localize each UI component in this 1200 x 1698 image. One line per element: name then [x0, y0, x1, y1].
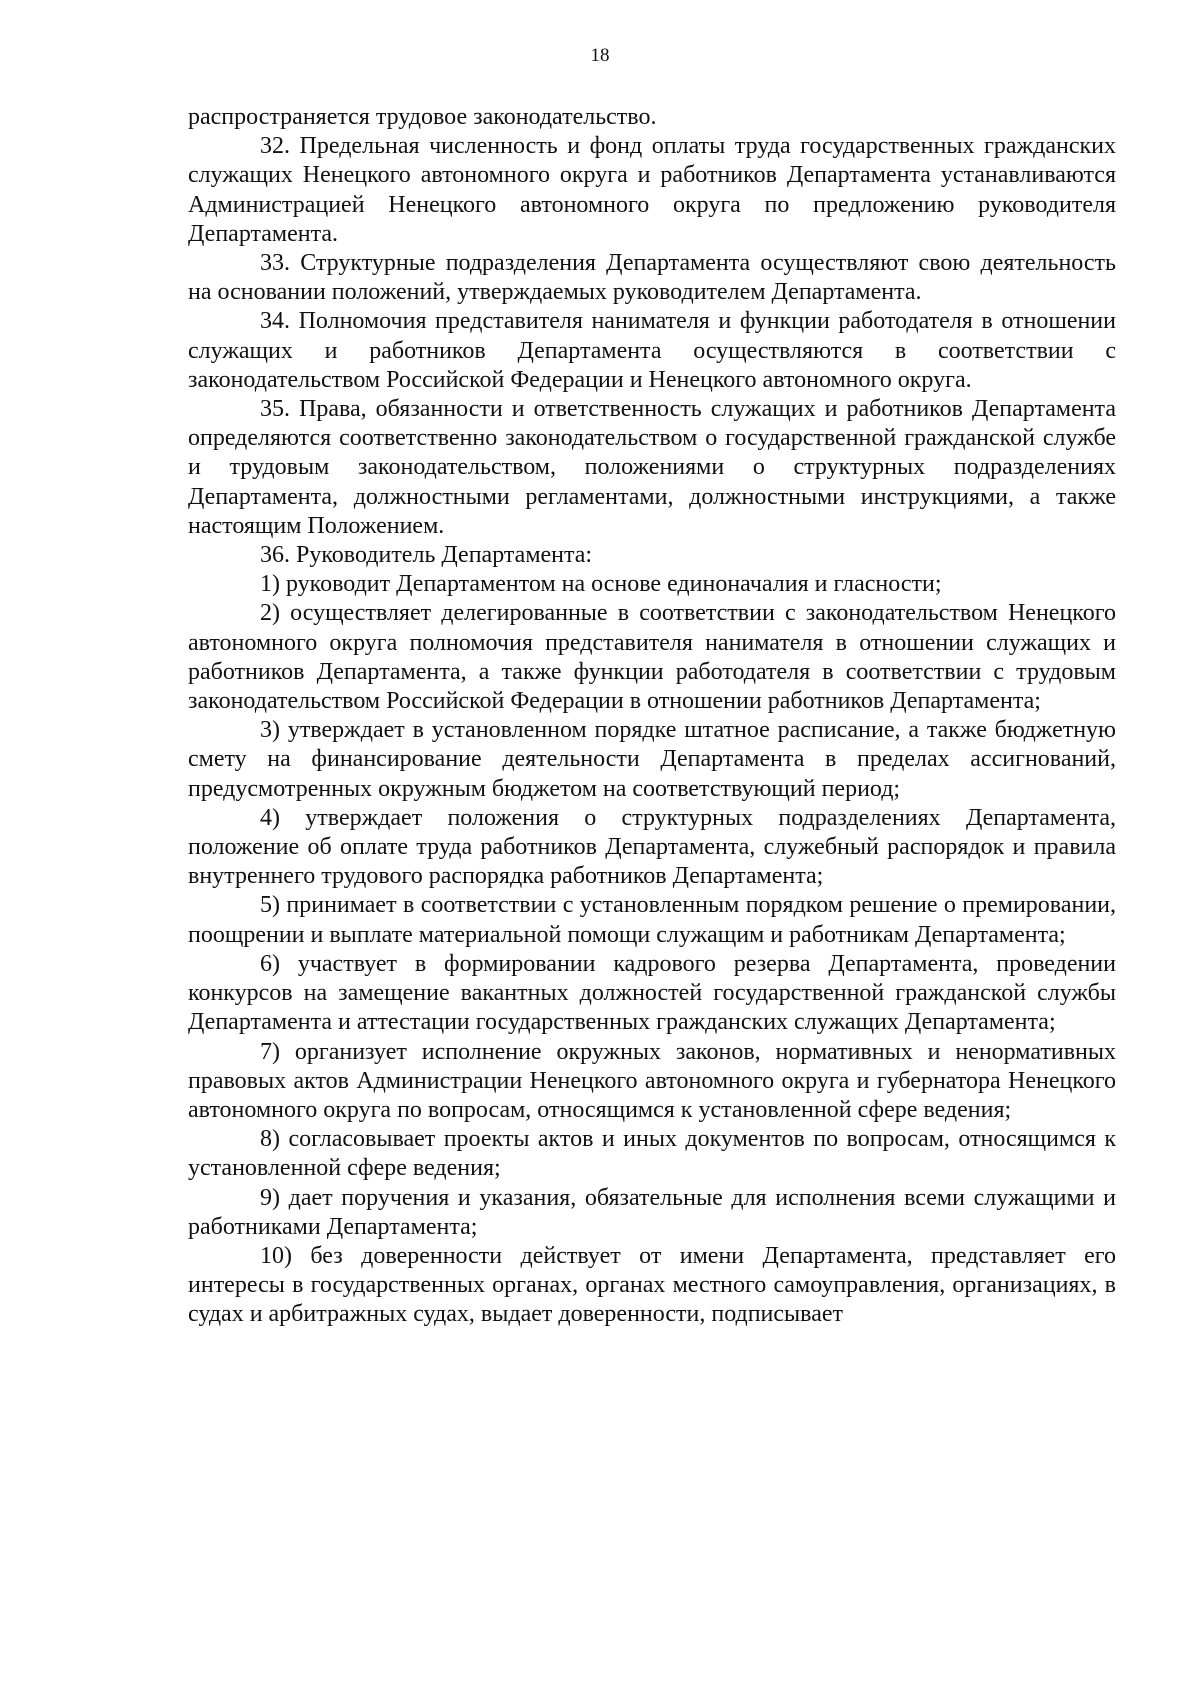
- paragraph-36: 36. Руководитель Департамента:: [260, 542, 593, 569]
- document-body: [188, 103, 1116, 1330]
- list-item-3: 3) утверждает в установленном порядке штатное расписание, а также бюджетную смету на финансирование деятельности Департамента в пределах ассигнований, предусмотренных окружным бюджетом на соответствующий период;: [188, 717, 1116, 802]
- paragraph-33: 33. Структурные подразделения Департамента осуществляют свою деятельность на основании положений, утверждаемых руководителем Департамента.: [188, 250, 1116, 306]
- paragraph-continuation: распространяется трудовое законодательство.: [188, 104, 657, 130]
- paragraph-34: 34. Полномочия представителя нанимателя и функции работодателя в отношении служащих и работников Департамента осуществляются в соответствии с законодательством Российской Федерации и Ненецкого автономного округа.: [188, 308, 1116, 393]
- list-item-4: 4) утверждает положения о структурных подразделениях Департамента, положение об оплате труда работников Департамента, служебный распорядок и правила внутреннего трудового распорядка работников Департамента;: [188, 804, 1116, 890]
- list-item-2: 2) осуществляет делегированные в соответствии с законодательством Ненецкого автономного округа полномочия представителя нанимателя в отношении служащих и работников Департамента, а также функции работодателя в соответствии с трудовым законодательством Российской Федерации в отношении работников Департамента;: [188, 600, 1116, 715]
- list-item-8: 8) согласовывает проекты актов и иных документов по вопросам, относящимся к установленной сфере ведения;: [188, 1126, 1116, 1182]
- list-item-5: 5) принимает в соответствии с установленным порядком решение о премировании, поощрении и выплате материальной помощи служащим и работникам Департамента;: [188, 892, 1116, 948]
- list-item-7: 7) организует исполнение окружных законов, нормативных и ненормативных правовых актов Администрации Ненецкого автономного округа и губернатора Ненецкого автономного округа по вопросам, относящимся к установленной сфере ведения;: [188, 1038, 1116, 1123]
- list-item-6: 6) участвует в формировании кадрового резерва Департамента, проведении конкурсов на замещение вакантных должностей государственной гражданской службы Департамента и аттестации государственных гражданских служащих Департамента;: [188, 950, 1116, 1036]
- paragraph-35: 35. Права, обязанности и ответственность служащих и работников Департамента определяются соответственно законодательством о государственной гражданской службе и трудовым законодательством, положениями о структурных подразделениях Департамента, должностными регламентами, должностными инструкциями, а также настоящим Положением.: [188, 396, 1116, 539]
- list-item-9: 9) дает поручения и указания, обязательные для исполнения всеми служащими и работниками Департамента;: [188, 1184, 1116, 1240]
- list-item-1: 1) руководит Департаментом на основе единоначалия и гласности;: [260, 571, 942, 598]
- paragraph-32: 32. Предельная численность и фонд оплаты труда государственных гражданских служащих Ненецкого автономного округа и работников Департамента устанавливаются Администрацией Ненецкого автономного округа по предложению руководителя Департамента.: [188, 133, 1116, 247]
- list-item-10: 10) без доверенности действует от имени Департамента, представляет его интересы в государственных органах, органах местного самоуправления, организациях, в судах и арбитражных судах, выдает доверенности, подписывает: [188, 1242, 1116, 1328]
- page-number: 18: [590, 45, 610, 66]
